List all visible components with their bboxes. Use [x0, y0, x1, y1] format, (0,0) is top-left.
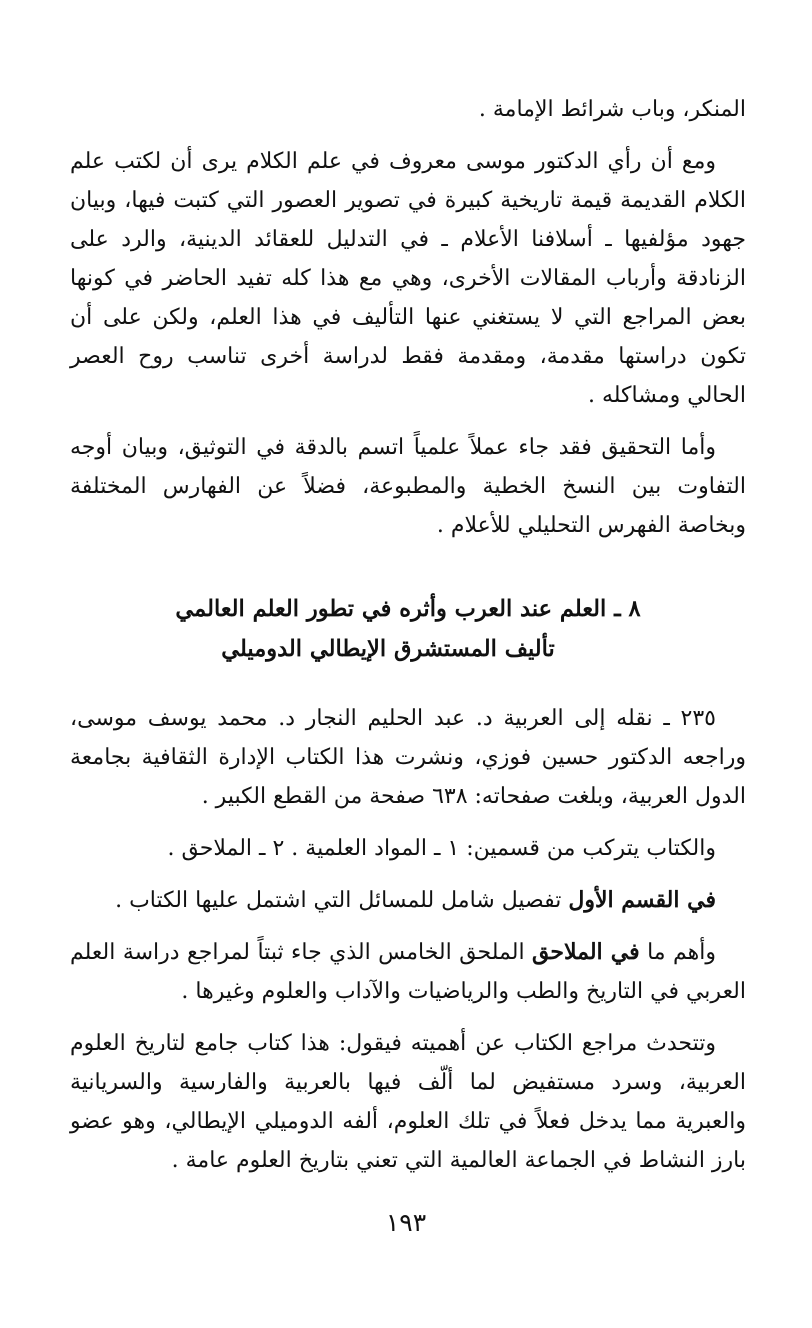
- first-part-text: تفصيل شامل للمسائل التي اشتمل عليها الكتاب .: [115, 888, 569, 913]
- paragraph-continuation: المنكر، وباب شرائط الإمامة .: [478, 97, 746, 122]
- section-heading-author: تأليف المستشرق الإيطالي الدوميلي: [221, 636, 555, 662]
- section-heading-title: ٨ ـ العلم عند العرب وأثره في تطور العلم العالمي: [175, 596, 641, 622]
- paragraph-musa-opinion: ومع أن رأي الدكتور موسى معروف في علم الكلام يرى أن لكتب علم الكلام القديمة قيمة تاريخية كبيرة في تصوير العصور التي كتبت فيها، وبيان جهود مؤلفيها ـ أسلافنا الأعلام ـ في التدليل للعقائد الدينية، والرد على الزنادقة وأرباب المقالات الأخرى، وهي مع هذا كله تفيد الحاضر في كونها بعض المراجع التي لا يستغني عنها التأليف في هذا العلم، ولكن على أن تكون دراستها مقدمة، ومقدمة فقط لدراسة أخرى تناسب روح العصر الحالي ومشاكله .: [70, 149, 746, 408]
- paragraph-importance: وتتحدث مراجع الكتاب عن أهميته فيقول: هذا كتاب جامع لتاريخ العلوم العربية، وسرد مستفيض لما ألّف فيها بالعربية والفارسية والسريانية والعبرية مما يدخل فعلاً في تلك العلوم، ألفه الدوميلي الإيطالي، وهو عضو بارز النشاط في الجماعة العالمية التي تعني بتاريخ العلوم عامة .: [70, 1031, 746, 1173]
- paragraph-verification: وأما التحقيق فقد جاء عملاً علمياً اتسم بالدقة في التوثيق، وبيان أوجه التفاوت بين النسخ الخطية والمطبوعة، فضلاً عن الفهارس المختلفة وبخاصة الفهرس التحليلي للأعلام .: [70, 435, 746, 538]
- paragraph-translation-info: ٢٣٥ ـ نقله إلى العربية د. عبد الحليم النجار د. محمد يوسف موسى، وراجعه الدكتور حسين فوزي، ونشرت هذا الكتاب الإدارة الثقافية بجامعة الدول العربية، وبلغت صفحاته: ٦٣٨ صفحة من القطع الكبير .: [70, 706, 746, 809]
- paragraph-appendices: [70, 933, 746, 1011]
- section-heading: [70, 589, 746, 669]
- appendices-label: في الملاحق: [532, 939, 640, 965]
- first-part-label: في القسم الأول: [568, 887, 716, 913]
- page-number: ١٩٣: [385, 1208, 427, 1237]
- appendices-pre: وأهم ما: [639, 940, 717, 965]
- page-body: [70, 90, 746, 1180]
- appendices-text: الملحق الخامس الذي جاء ثبتاً لمراجع دراسة العلم العربي في التاريخ والطب والرياضيات والآداب والعلوم وغيرها .: [70, 940, 746, 1004]
- paragraph-first-part: [70, 881, 746, 920]
- paragraph-book-parts: والكتاب يتركب من قسمين: ١ ـ المواد العلمية . ٢ ـ الملاحق .: [167, 836, 716, 861]
